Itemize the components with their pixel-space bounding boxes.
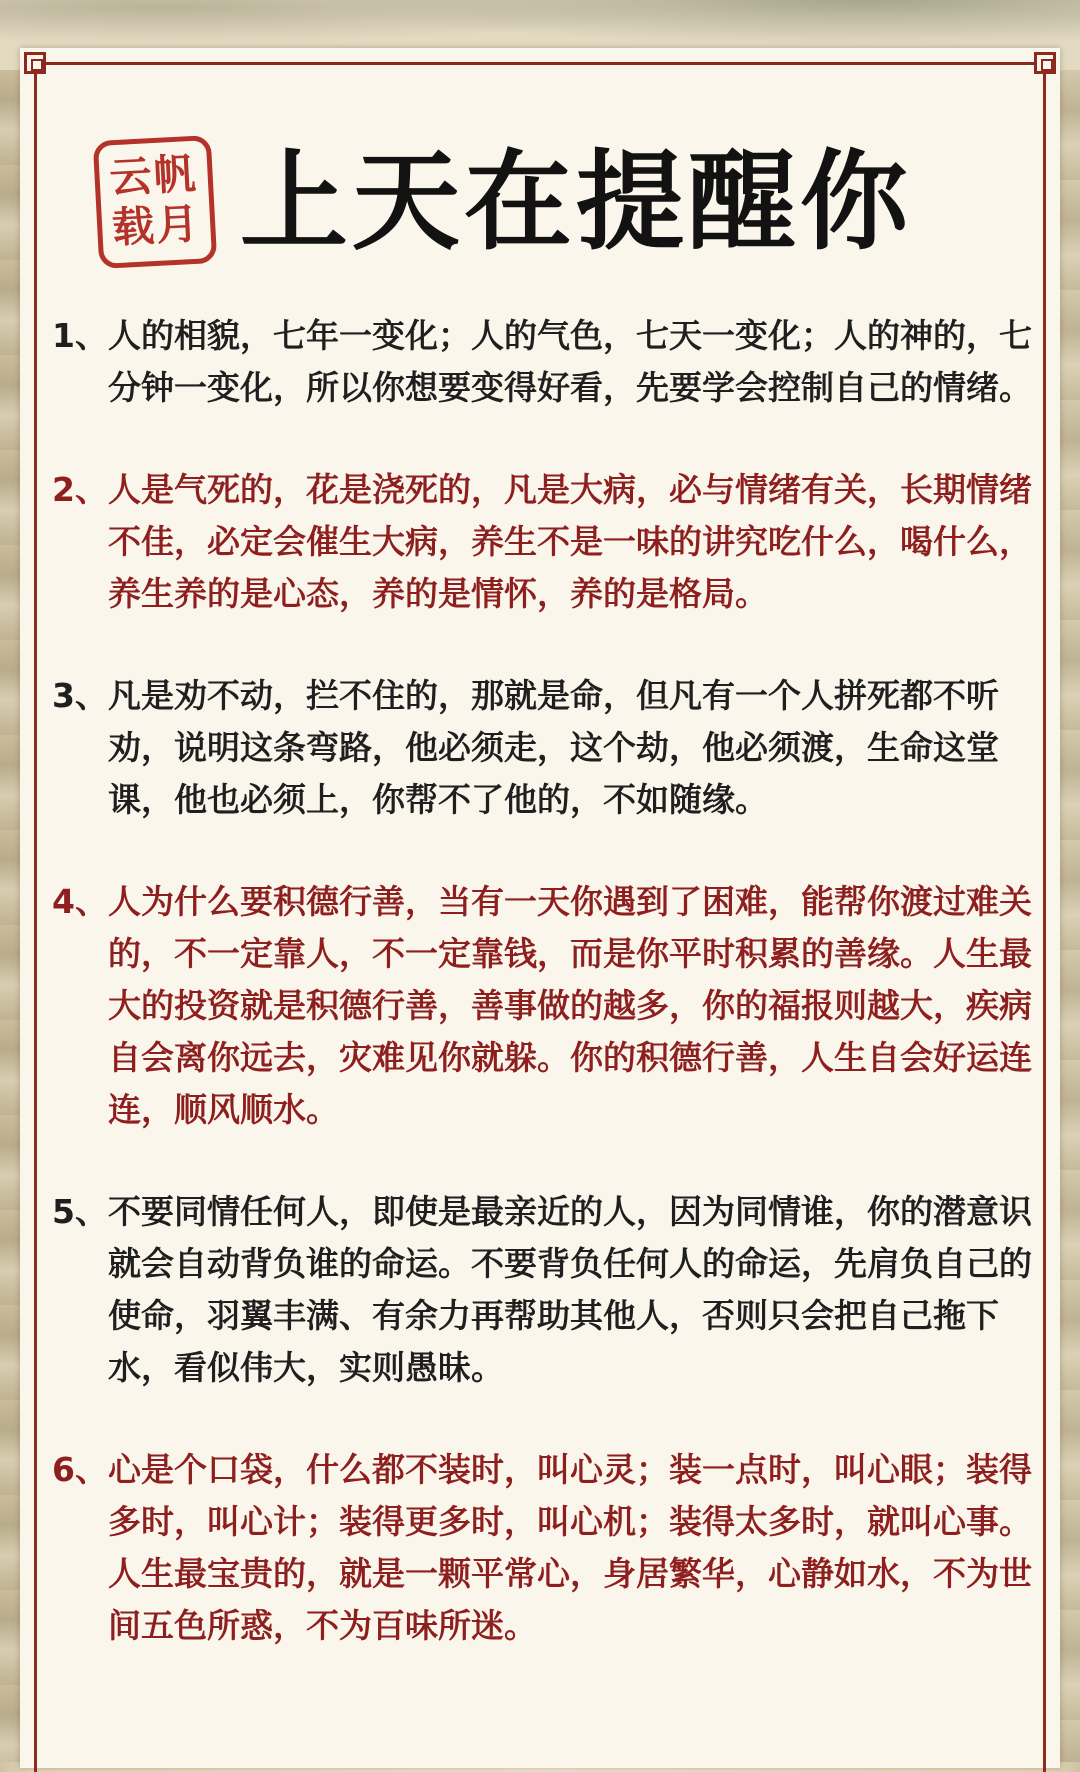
list-item-1 bbox=[52, 310, 1042, 414]
item-text: 凡是劝不动，拦不住的，那就是命，但凡有一个人拼死都不听劝，说明这条弯路，他必须走，这个劫，他必须渡，生命这堂课，他也必须上，你帮不了他的，不如随缘。 bbox=[108, 676, 999, 819]
item-text: 心是个口袋，什么都不装时，叫心灵；装一点时，叫心眼；装得多时，叫心计；装得更多时，叫心机；装得太多时，就叫心事。人生最宝贵的，就是一颗平常心，身居繁华，心静如水，不为世间五色所惑，不为百味所迷。 bbox=[108, 1450, 1032, 1645]
list-item-4 bbox=[52, 876, 1042, 1136]
list-item-2 bbox=[52, 464, 1042, 620]
item-text: 人是气死的，花是浇死的，凡是大病，必与情绪有关，长期情绪不佳，必定会催生大病，养生不是一味的讲究吃什么，喝什么，养生养的是心态，养的是情怀，养的是格局。 bbox=[108, 470, 1032, 613]
frame-corner-ornament-right bbox=[1034, 52, 1056, 74]
seal-line-2: 载月 bbox=[110, 198, 202, 253]
list-item-6 bbox=[52, 1444, 1042, 1652]
item-text: 人为什么要积德行善，当有一天你遇到了困难，能帮你渡过难关的，不一定靠人，不一定靠钱，而是你平时积累的善缘。人生最大的投资就是积德行善，善事做的越多，你的福报则越大，疾病自会离你远去，灾难见你就躲。你的积德行善，人生自会好运连连，顺风顺水。 bbox=[108, 882, 1032, 1129]
item-number: 1、 bbox=[52, 316, 108, 355]
list-item-3 bbox=[52, 670, 1042, 826]
item-number: 3、 bbox=[52, 676, 108, 715]
item-text: 不要同情任何人，即使是最亲近的人，因为同情谁，你的潜意识就会自动背负谁的命运。不要背负任何人的命运，先肩负自己的使命，羽翼丰满、有余力再帮助其他人，否则只会把自己拖下水，看似伟大，实则愚昧。 bbox=[108, 1192, 1032, 1387]
advice-list bbox=[52, 310, 1042, 1702]
seal-stamp bbox=[93, 135, 218, 269]
item-text: 人的相貌，七年一变化；人的气色，七天一变化；人的神的，七分钟一变化，所以你想要变得好看，先要学会控制自己的情绪。 bbox=[108, 316, 1032, 407]
frame-corner-ornament-left bbox=[24, 52, 46, 74]
landscape-background-right bbox=[1058, 70, 1080, 1762]
item-number: 2、 bbox=[52, 470, 108, 509]
page-title: 上天在提醒你 bbox=[240, 140, 913, 265]
item-number: 6、 bbox=[52, 1450, 108, 1489]
landscape-background-left bbox=[0, 70, 22, 1762]
list-item-5 bbox=[52, 1186, 1042, 1394]
item-number: 4、 bbox=[52, 882, 108, 921]
item-number: 5、 bbox=[52, 1192, 108, 1231]
seal-line-1: 云帆 bbox=[108, 148, 199, 203]
